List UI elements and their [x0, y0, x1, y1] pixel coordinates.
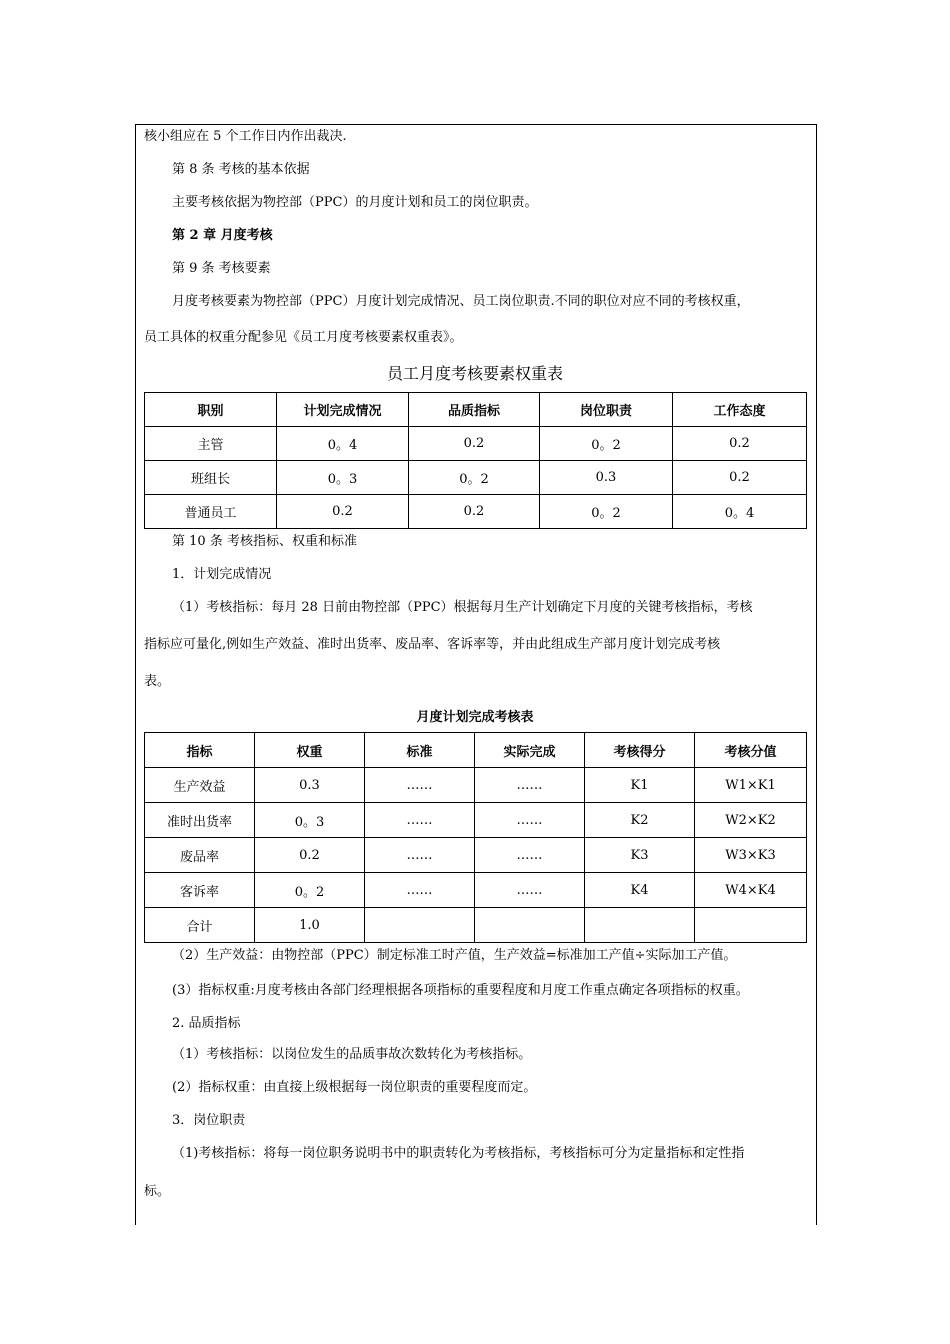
- table-cell: 生产效益: [145, 768, 255, 803]
- table-cell: [585, 908, 695, 943]
- header-cell: 工作态度: [673, 393, 807, 427]
- table-cell: K1: [585, 768, 695, 803]
- paragraph: (3）指标权重:月度考核由各部门经理根据各项指标的重要程度和月度工作重点确定各项指标的权重。: [172, 983, 749, 998]
- table-cell: 普通员工: [145, 495, 277, 529]
- table-row: [145, 873, 807, 908]
- paragraph: 主要考核依据为物控部（PPC）的月度计划和员工的岗位职责。: [172, 195, 538, 210]
- header-cell: 考核得分: [585, 733, 695, 768]
- header-cell: 岗位职责: [540, 393, 673, 427]
- table-cell: 0.3: [255, 768, 365, 803]
- header-cell: 指标: [145, 733, 255, 768]
- paragraph: 核小组应在 5 个工作日内作出裁决.: [144, 129, 347, 144]
- paragraph: 表。: [144, 674, 171, 689]
- table-cell: K2: [585, 803, 695, 838]
- table-cell: 0。2: [540, 495, 673, 529]
- table-cell: ……: [365, 768, 475, 803]
- table-cell: 0。2: [540, 427, 673, 461]
- table-row: [145, 838, 807, 873]
- table-row: [145, 495, 807, 529]
- header-cell: 品质指标: [409, 393, 540, 427]
- header-cell: 考核分值: [695, 733, 807, 768]
- header-cell: 计划完成情况: [277, 393, 409, 427]
- table-cell: 废品率: [145, 838, 255, 873]
- table-cell: 0。4: [673, 495, 807, 529]
- table-cell: 1.0: [255, 908, 365, 943]
- table-cell: 准时出货率: [145, 803, 255, 838]
- header-cell: 实际完成: [475, 733, 585, 768]
- table-cell: 0.2: [277, 495, 409, 529]
- table-cell: 0。3: [255, 803, 365, 838]
- table-cell: 0。2: [255, 873, 365, 908]
- chapter-heading: 第 2 章 月度考核: [172, 228, 273, 243]
- header-cell: 职别: [145, 393, 277, 427]
- paragraph: （1）考核指标：每月 28 日前由物控部（PPC）根据每月生产计划确定下月度的关键考核指标，考核: [172, 600, 753, 615]
- table-cell: 0.3: [540, 461, 673, 495]
- paragraph: 指标应可量化,例如生产效益、准时出货率、废品率、客诉率等，并由此组成生产部月度计划完成考核: [144, 637, 721, 652]
- paragraph: 月度考核要素为物控部（PPC）月度计划完成情况、员工岗位职责.不同的职位对应不同的考核权重，: [172, 294, 750, 309]
- table-cell: W1×K1: [695, 768, 807, 803]
- table-cell: ……: [475, 838, 585, 873]
- table-cell: 0.2: [255, 838, 365, 873]
- paragraph: (2）指标权重：由直接上级根据每一岗位职责的重要程度而定。: [172, 1080, 537, 1095]
- table-row: [145, 803, 807, 838]
- table-cell: [695, 908, 807, 943]
- table-cell: ……: [365, 803, 475, 838]
- table-row: [145, 461, 807, 495]
- table2-title: 月度计划完成考核表: [416, 710, 534, 725]
- table-cell: K3: [585, 838, 695, 873]
- table-cell: ……: [475, 803, 585, 838]
- table-cell: ……: [475, 873, 585, 908]
- article-heading: 第 9 条 考核要素: [172, 261, 271, 276]
- table-cell: W3×K3: [695, 838, 807, 873]
- table-cell: 0.2: [673, 461, 807, 495]
- table-cell: 0。2: [409, 461, 540, 495]
- table-cell: [475, 908, 585, 943]
- table-cell: W4×K4: [695, 873, 807, 908]
- header-cell: 权重: [255, 733, 365, 768]
- table-cell: 合计: [145, 908, 255, 943]
- table-cell: 客诉率: [145, 873, 255, 908]
- weight-table: [144, 392, 807, 529]
- table-row: [145, 427, 807, 461]
- table1-title: 员工月度考核要素权重表: [386, 364, 563, 383]
- plan-completion-table: [144, 732, 807, 943]
- header-cell: 标准: [365, 733, 475, 768]
- table-cell: 0.2: [409, 427, 540, 461]
- table-cell: W2×K2: [695, 803, 807, 838]
- table-cell: ……: [365, 873, 475, 908]
- paragraph: （1)考核指标：将每一岗位职务说明书中的职责转化为考核指标，考核指标可分为定量指标和定性指: [172, 1146, 745, 1161]
- paragraph: 员工具体的权重分配参见《员工月度考核要素权重表》。: [144, 330, 463, 345]
- paragraph: 标。: [144, 1184, 171, 1199]
- table-row: [145, 768, 807, 803]
- table-cell: 主管: [145, 427, 277, 461]
- article-heading: 第 8 条 考核的基本依据: [172, 162, 310, 177]
- table-header-row: [145, 733, 807, 768]
- paragraph: （1）考核指标：以岗位发生的品质事故次数转化为考核指标。: [172, 1047, 532, 1062]
- table-header-row: [145, 393, 807, 427]
- table-cell: 0.2: [673, 427, 807, 461]
- table-total-row: [145, 908, 807, 943]
- table-cell: 0。4: [277, 427, 409, 461]
- table-cell: 0。3: [277, 461, 409, 495]
- table-cell: [365, 908, 475, 943]
- section-heading: 2. 品质指标: [172, 1016, 241, 1031]
- table-cell: ……: [475, 768, 585, 803]
- article-heading: 第 10 条 考核指标、权重和标准: [172, 534, 357, 549]
- table-cell: ……: [365, 838, 475, 873]
- table-cell: K4: [585, 873, 695, 908]
- paragraph: （2）生产效益：由物控部（PPC）制定标准工时产值，生产效益=标准加工产值÷实际加工产值。: [172, 948, 737, 963]
- table-cell: 班组长: [145, 461, 277, 495]
- section-heading: 3．岗位职责: [172, 1113, 246, 1128]
- table-cell: 0.2: [409, 495, 540, 529]
- section-heading: 1．计划完成情况: [172, 567, 272, 582]
